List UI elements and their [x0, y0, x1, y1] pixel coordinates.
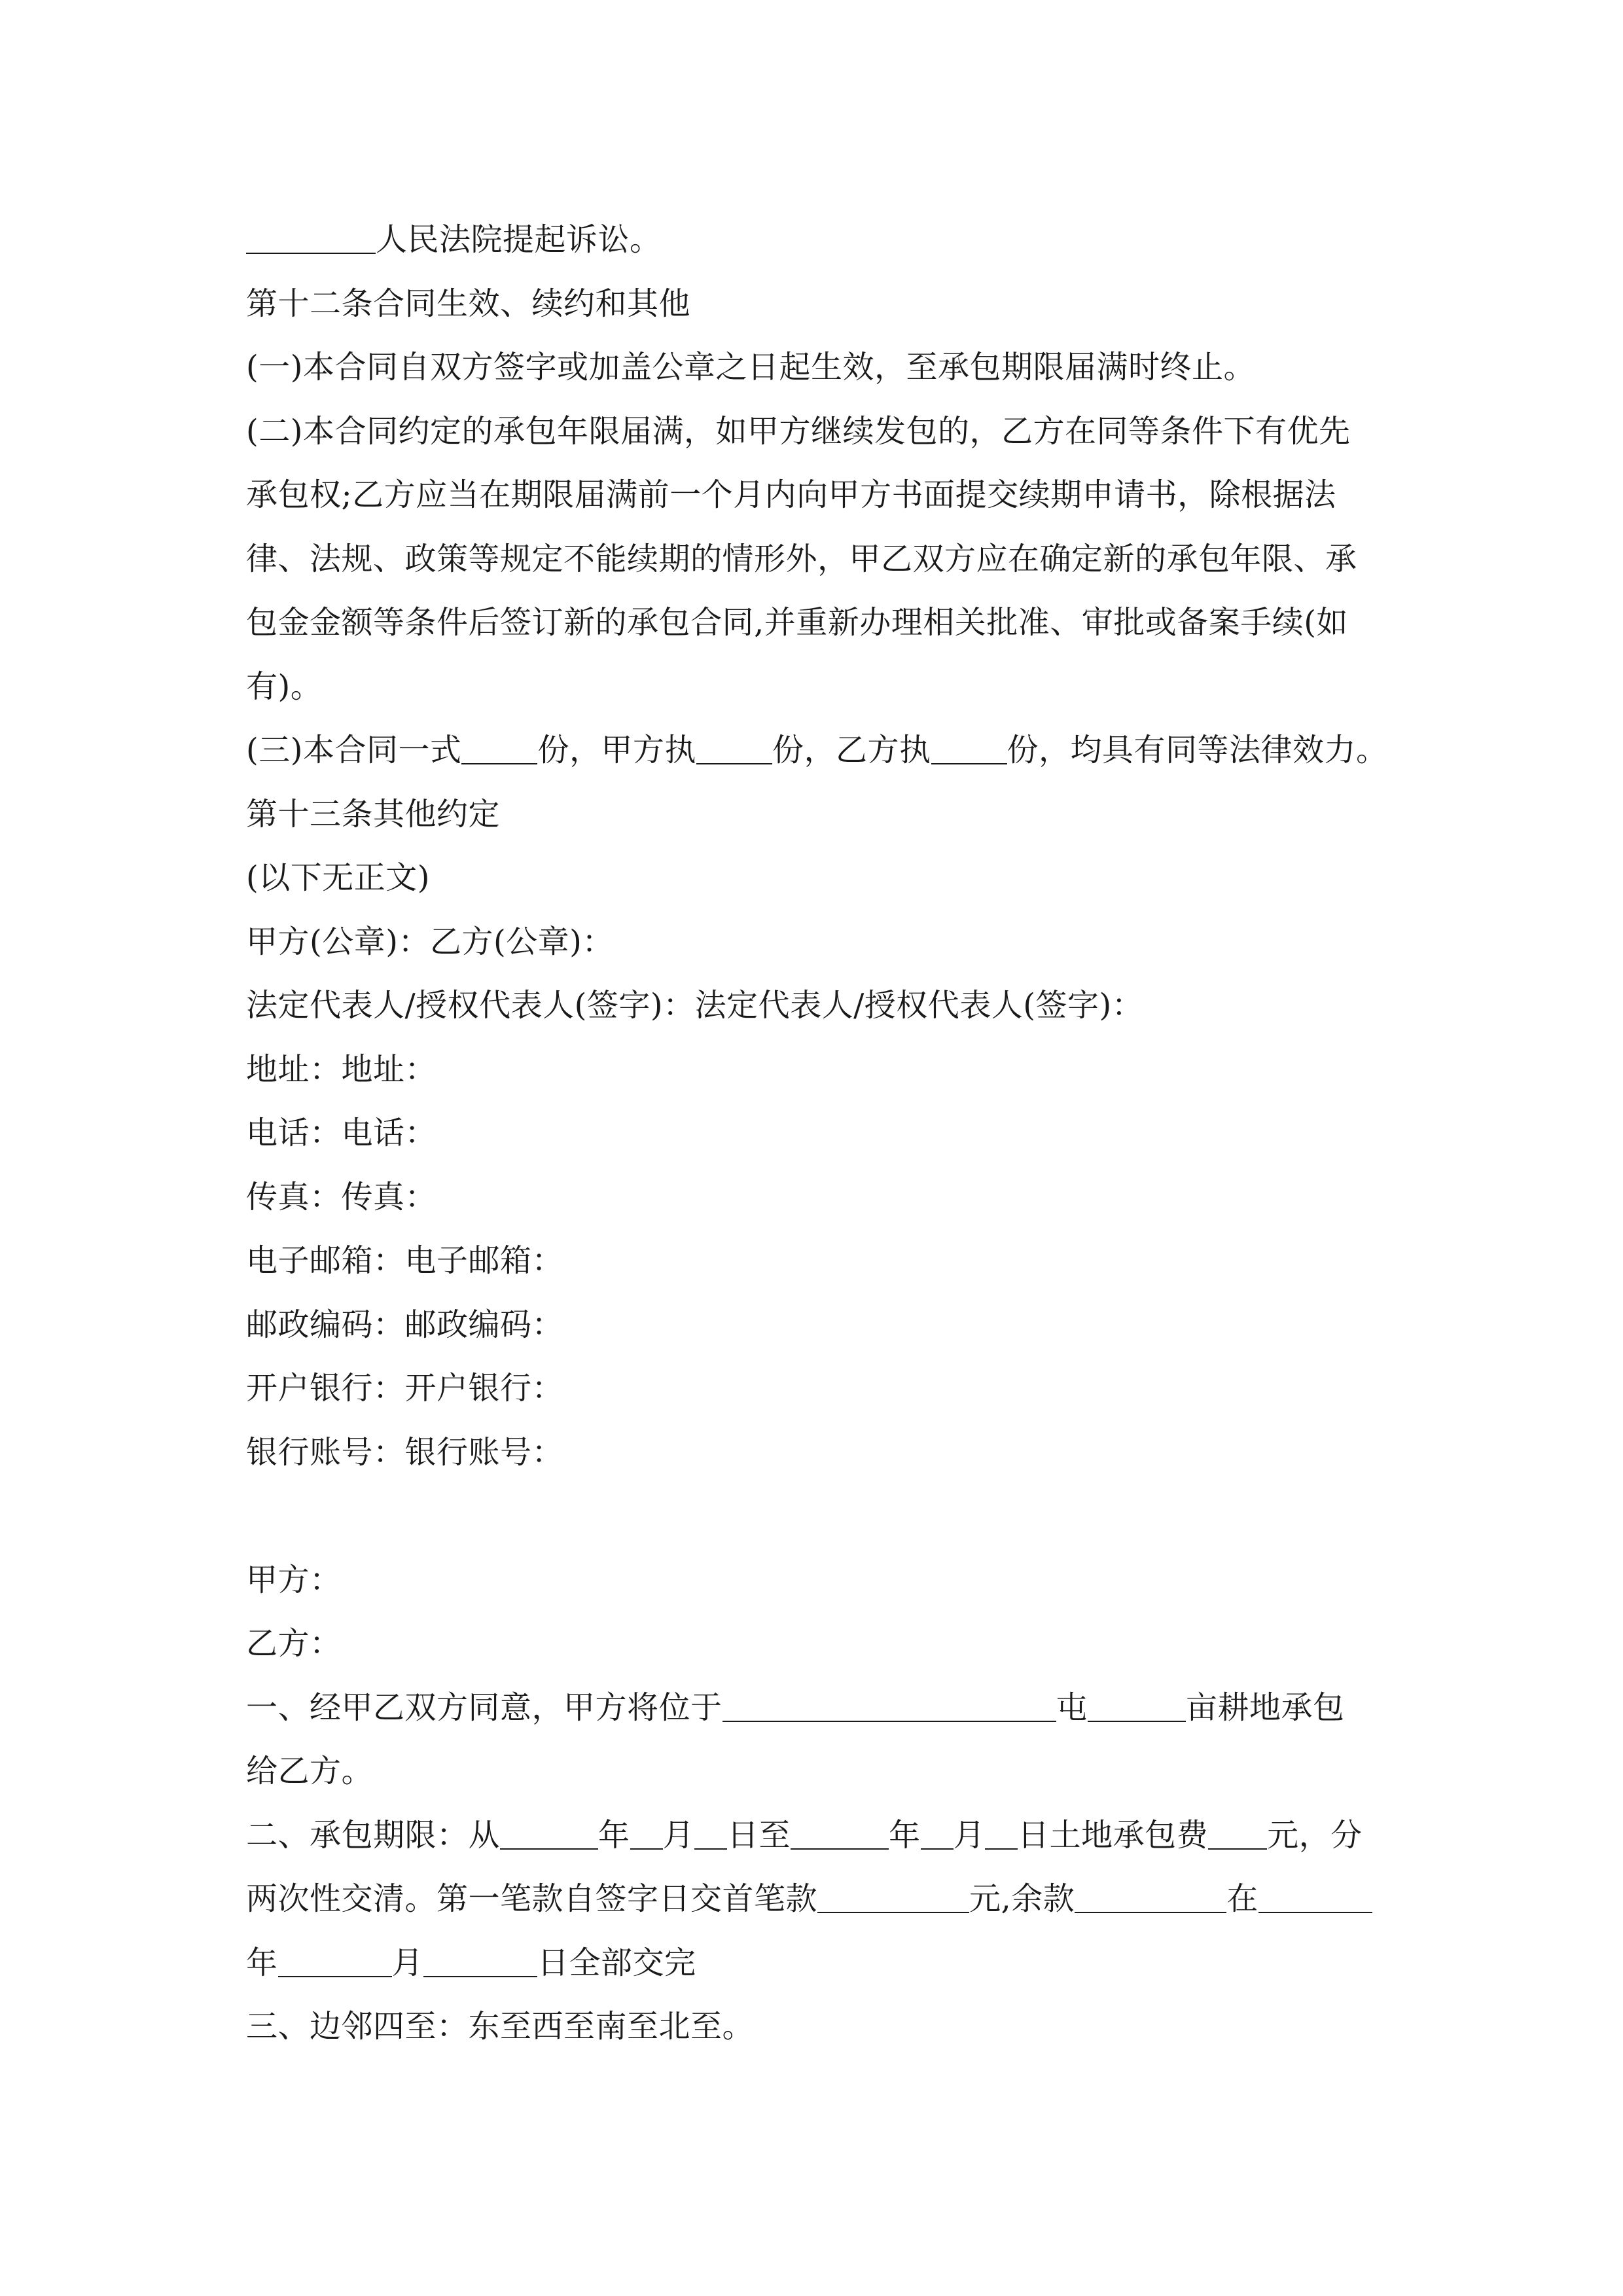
end-year-blank	[791, 1818, 889, 1850]
party-seal-line: 甲方(公章)：乙方(公章)：	[246, 923, 614, 960]
party-a-line: 甲方：	[246, 1561, 342, 1598]
fee-blank	[1208, 1818, 1267, 1850]
clause-2-text-k: 在	[1226, 1880, 1258, 1917]
balance-day-blank	[423, 1946, 537, 1977]
document-body	[246, 208, 1388, 2059]
court-clause-line	[246, 208, 1385, 272]
bank-account-line: 银行账号：银行账号：	[246, 1433, 564, 1471]
section-gap	[246, 1484, 1385, 1549]
court-clause-text: 人民法院提起诉讼。	[376, 221, 662, 258]
copies-text-a: (三)本合同一式	[246, 732, 462, 768]
party-b-copies-blank	[931, 733, 1007, 764]
article-12-item-2-line-5: 有)。	[246, 668, 323, 705]
article-12-item-2-line-4: 包金金额等条件后签订新的承包合同,并重新办理相关批准、审批或备案手续(如	[246, 604, 1348, 641]
article-12-item-2-line-3: 律、法规、政策等规定不能续期的情形外，甲乙双方应在确定新的承包年限、承	[246, 540, 1357, 577]
first-payment-blank	[817, 1882, 969, 1913]
clause-2-text-e: 年	[889, 1816, 921, 1854]
copies-text-c: 份，乙方执	[772, 732, 931, 768]
address-line: 地址：地址：	[246, 1050, 437, 1088]
balance-year-blank	[1258, 1882, 1372, 1913]
acreage-blank	[1088, 1691, 1186, 1722]
clause-2-text-d: 日至	[727, 1816, 791, 1854]
end-day-blank	[985, 1818, 1018, 1850]
article-12-item-2-line-1: (二)本合同约定的承包年限届满，如甲方继续发包的，乙方在同等条件下有优先	[246, 412, 1351, 450]
clause-3-line: 三、边邻四至：东至西至南至北至。	[246, 2008, 755, 2045]
email-line: 电子邮箱：电子邮箱：	[246, 1242, 564, 1279]
start-month-blank	[630, 1818, 663, 1850]
court-name-blank	[246, 223, 376, 254]
fax-line: 传真：传真：	[246, 1178, 437, 1215]
start-day-blank	[694, 1818, 727, 1850]
copies-text-b: 份，甲方执	[537, 732, 696, 768]
location-blank	[722, 1691, 1056, 1722]
clause-2-text-n: 日全部交完	[537, 1944, 696, 1981]
party-b-line: 乙方：	[246, 1625, 342, 1662]
clause-1-line-2: 给乙方。	[246, 1753, 374, 1789]
clause-2-text-l: 年	[246, 1944, 278, 1981]
start-year-blank	[500, 1818, 598, 1850]
balance-blank	[1075, 1882, 1226, 1913]
clause-2-line-2	[246, 1867, 1385, 1931]
no-further-text: (以下无正文)	[246, 859, 430, 896]
copies-text-d: 份，均具有同等法律效力。	[1007, 732, 1388, 768]
clause-2-line-3	[246, 1931, 1385, 1996]
party-a-copies-blank	[696, 733, 772, 764]
clause-2-text-j: 元,余款	[969, 1880, 1075, 1917]
clause-2-text-a: 二、承包期限：从	[246, 1816, 501, 1854]
clause-2-text-f: 月	[953, 1816, 986, 1854]
clause-2-text-b: 年	[598, 1816, 630, 1854]
article-13-heading: 第十三条其他约定	[246, 795, 501, 833]
end-month-blank	[921, 1818, 954, 1850]
bank-line: 开户银行：开户银行：	[246, 1370, 564, 1407]
clause-1-text-a: 一、经甲乙双方同意，甲方将位于	[246, 1689, 722, 1726]
representative-line: 法定代表人/授权代表人(签字)：法定代表人/授权代表人(签字)：	[246, 987, 1144, 1024]
clause-2-text-i: 两次性交清。第一笔款自签字日交首笔款	[246, 1880, 818, 1917]
article-12-heading: 第十二条合同生效、续约和其他	[246, 285, 691, 322]
clause-2-text-g: 日土地承包费	[1018, 1816, 1209, 1854]
article-12-item-2-line-2: 承包权;乙方应当在期限届满前一个月内向甲方书面提交续期申请书，除根据法	[246, 476, 1336, 513]
article-12-item-3	[246, 719, 1388, 783]
balance-month-blank	[278, 1946, 392, 1977]
clause-2-text-c: 月	[662, 1816, 695, 1854]
phone-line: 电话：电话：	[246, 1115, 437, 1151]
clause-1-line-1	[246, 1676, 1385, 1740]
article-12-item-1: (一)本合同自双方签字或加盖公章之日起生效，至承包期限届满时终止。	[246, 349, 1255, 386]
clause-2-text-m: 月	[391, 1944, 424, 1981]
clause-2-text-h: 元，分	[1267, 1816, 1363, 1854]
total-copies-blank	[461, 733, 537, 764]
clause-2-line-1	[246, 1804, 1385, 1868]
clause-1-text-b: 屯	[1056, 1689, 1088, 1726]
clause-1-text-c: 亩耕地承包	[1186, 1689, 1345, 1726]
postcode-line: 邮政编码：邮政编码：	[246, 1306, 564, 1343]
